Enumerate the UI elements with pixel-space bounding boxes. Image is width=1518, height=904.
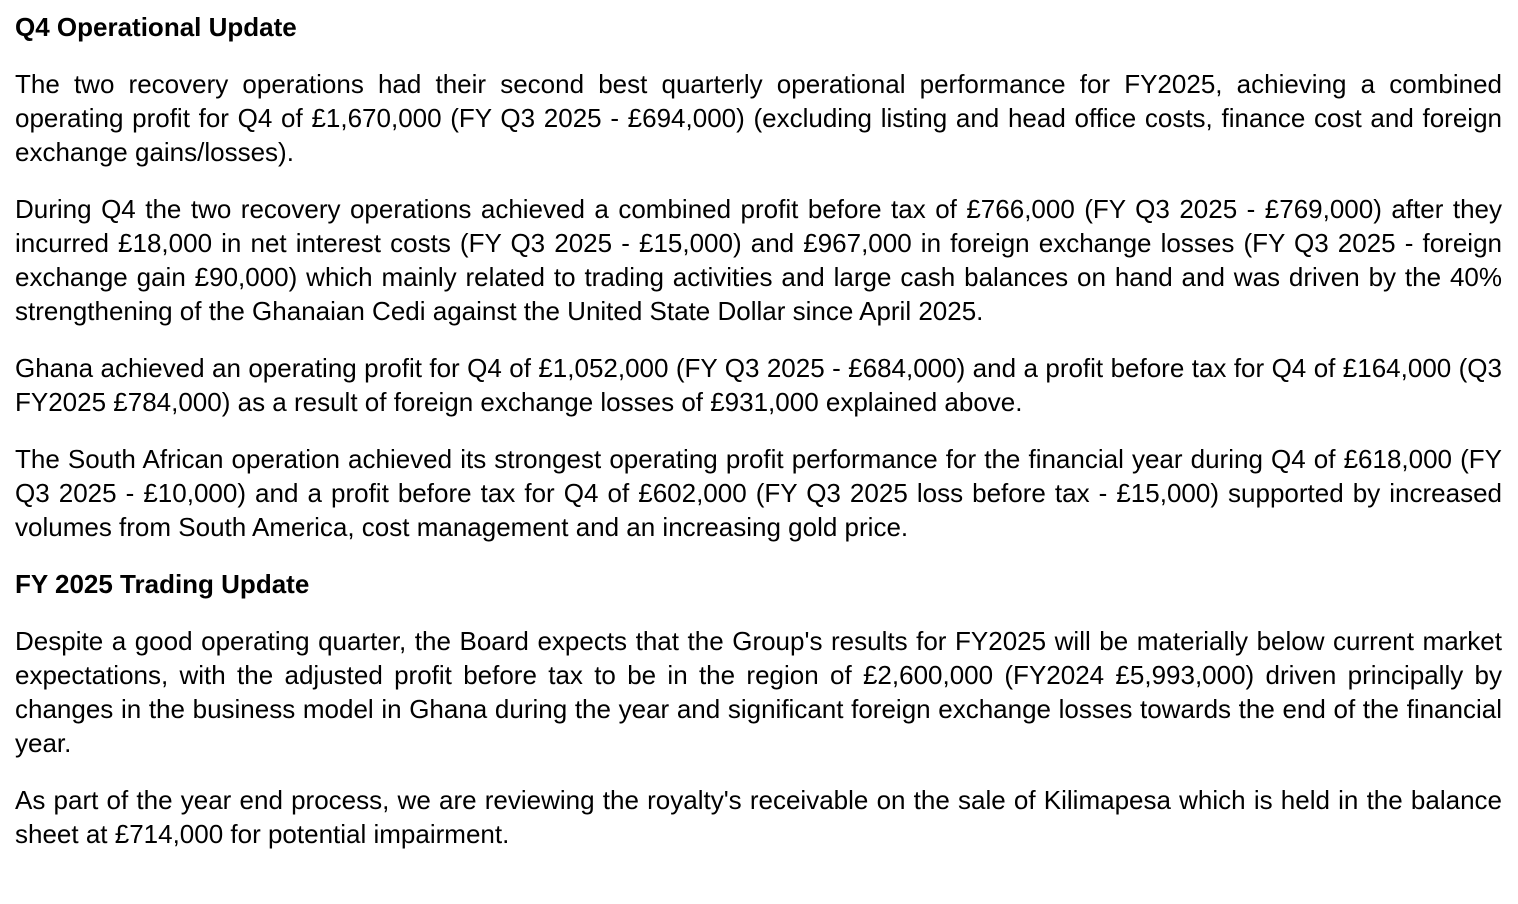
document-body <box>15 10 1502 851</box>
paragraph-q4-profit-before-tax: During Q4 the two recovery operations achieved a combined profit before tax of £766,000 (FY Q3 2025 - £769,000) after they incurred £18,000 in net interest costs (FY Q3 2025 - £15,000) and £967,000 in foreign exchange losses (FY Q3 2025 - foreign exchange gain £90,000) which mainly related to trading activities and large cash balances on hand and was driven by the 40% strengthening of the Ghanaian Cedi against the United State Dollar since April 2025. <box>15 194 1502 326</box>
section-heading-q4-operational-update: Q4 Operational Update <box>15 12 297 42</box>
section-heading-fy2025-trading-update: FY 2025 Trading Update <box>15 569 310 599</box>
paragraph-south-africa-results: The South African operation achieved its strongest operating profit performance for the financial year during Q4 of £618,000 (FY Q3 2025 - £10,000) and a profit before tax for Q4 of £602,000 (FY Q3 2025 loss before tax - £15,000) supported by increased volumes from South America, cost management and an increasing gold price. <box>15 444 1502 542</box>
paragraph-kilimapesa-royalty: As part of the year end process, we are reviewing the royalty's receivable on the sale of Kilimapesa which is held in the balance sheet at £714,000 for potential impairment. <box>15 785 1502 849</box>
paragraph-q4-combined-operating-profit: The two recovery operations had their second best quarterly operational performance for FY2025, achieving a combined operating profit for Q4 of £1,670,000 (FY Q3 2025 - £694,000) (excluding listing and head office costs, finance cost and foreign exchange gains/losses). <box>15 69 1502 167</box>
paragraph-ghana-results: Ghana achieved an operating profit for Q4 of £1,052,000 (FY Q3 2025 - £684,000) and a profit before tax for Q4 of £164,000 (Q3 FY2025 £784,000) as a result of foreign exchange losses of £931,000 explained above. <box>15 353 1502 417</box>
paragraph-fy2025-expectations: Despite a good operating quarter, the Board expects that the Group's results for FY2025 will be materially below current market expectations, with the adjusted profit before tax to be in the region of £2,600,000 (FY2024 £5,993,000) driven principally by changes in the business model in Ghana during the year and significant foreign exchange losses towards the end of the financial year. <box>15 626 1502 758</box>
